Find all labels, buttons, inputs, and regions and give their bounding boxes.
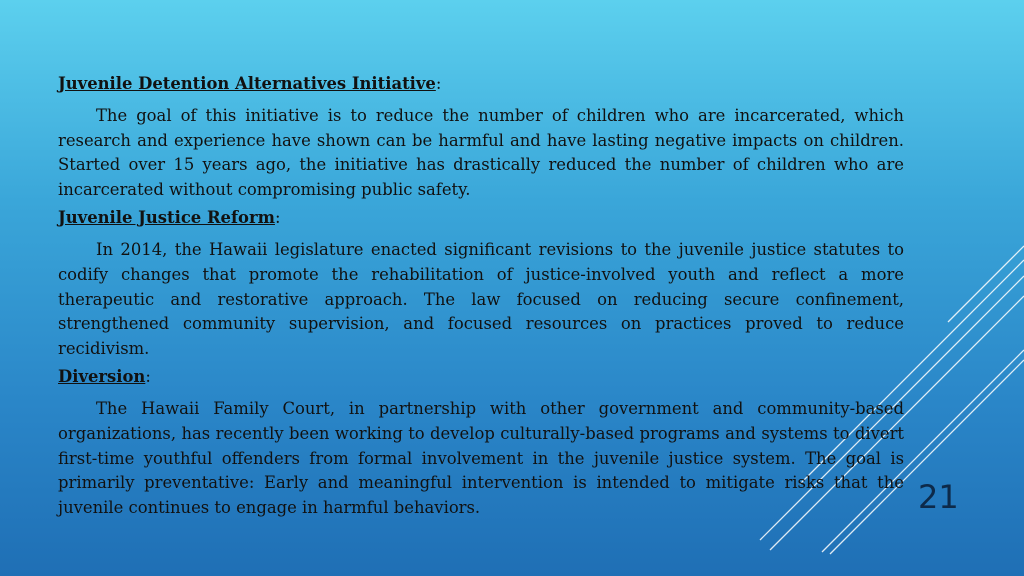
heading-juvenile-justice-reform xyxy=(58,206,904,230)
slide-number: 21 xyxy=(918,478,959,516)
heading-jdai-colon: : xyxy=(435,74,442,93)
heading-diversion xyxy=(58,365,904,389)
paragraph-juvenile-justice-reform: In 2014, the Hawaii legislature enacted significant revisions to the juvenile justice statutes to codify changes that promote the rehabilitation of justice-involved youth and reflect a more therapeutic and restorative approach. The law focused on reducing secure confinement, strengthened community supervision, and focused resources on practices proved to reduce recidivism. xyxy=(58,240,904,358)
paragraph-jdai: The goal of this initiative is to reduce the number of children who are incarcerated, which research and experience have shown can be harmful and have lasting negative impacts on children. Started over 15 years ago, the initiative has drastically reduced the number of children who are incarcerated without compromising public safety. xyxy=(58,106,904,199)
heading-jjr-text: Juvenile Justice Reform xyxy=(58,208,275,228)
heading-jjr-colon: : xyxy=(274,208,281,228)
slide-content xyxy=(58,72,904,524)
paragraph-diversion: The Hawaii Family Court, in partnership with other government and community-based organizations, has recently been working to develop culturally-based programs and systems to divert first-time youthful offenders from formal involvement in the juvenile justice system. The goal is primarily preventative: Early and meaningful intervention is intended to mitigate risks that the juvenile continues to engage in harmful behaviors. xyxy=(58,399,904,517)
heading-diversion-colon: : xyxy=(145,367,151,387)
heading-diversion-text: Diversion xyxy=(58,367,146,387)
heading-jdai-text: Juvenile Detention Alternatives Initiative xyxy=(58,74,436,93)
deco-line-1 xyxy=(948,246,1024,322)
heading-jdai xyxy=(58,72,904,96)
